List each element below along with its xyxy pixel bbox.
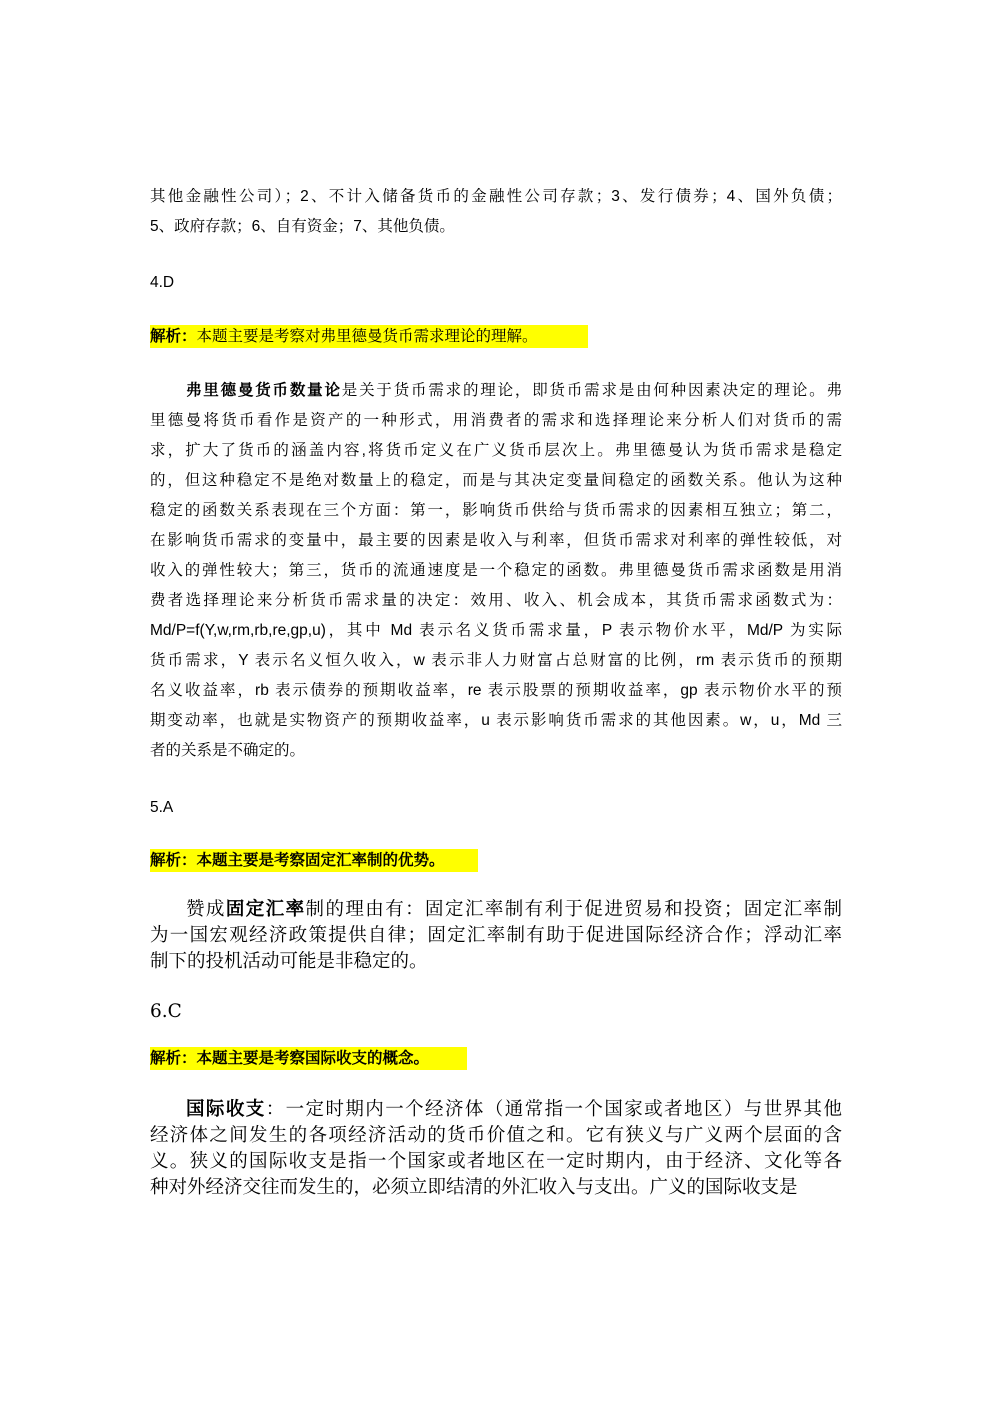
text-line: 期变动率，也就是实物资产的预期收益率，u 表示影响货币需求的其他因素。w，u，Md 三 xyxy=(150,712,842,729)
text-line: 制下的投机活动可能是非稳定的。 xyxy=(150,951,428,972)
answer-5: 5.A xyxy=(150,799,174,816)
text-line: 求，扩大了货币的涵盖内容,将货币定义在广义货币层次上。弗里德曼认为货币需求是稳定 xyxy=(150,442,842,459)
analysis-label: 解析： xyxy=(150,328,197,345)
text-line: 费者选择理论来分析货币需求量的决定：效用、收入、机会成本，其货币需求函数式为： xyxy=(150,592,842,609)
text-line: 其他金融性公司）；2、不计入储备货币的金融性公司存款；3、发行债券；4、国外负债； xyxy=(150,188,842,205)
text-line-rest: ：一定时期内一个经济体（通常指一个国家或者地区）与世界其他 xyxy=(265,1099,842,1120)
analysis-6: 解析：本题主要是考察国际收支的概念。 xyxy=(150,1047,467,1070)
analysis-text: 本题主要是考察对弗里德曼货币需求理论的理解。 xyxy=(196,328,538,345)
text-line-rest: 是关于货币需求的理论，即货币需求是由何种因素决定的理论。弗 xyxy=(341,382,842,399)
text-line: 名义收益率，rb 表示债券的预期收益率，re 表示股票的预期收益率，gp 表示物价水平的预 xyxy=(150,682,842,699)
analysis-5: 解析：本题主要是考察固定汇率制的优势。 xyxy=(150,849,478,872)
text-line: 里德曼将货币看作是资产的一种形式，用消费者的需求和选择理论来分析人们对货币的需 xyxy=(150,412,842,429)
answer-6: 6.C xyxy=(150,1001,182,1022)
text-line xyxy=(186,898,842,922)
text-line xyxy=(186,1098,842,1122)
text-line: 5、政府存款；6、自有资金；7、其他负债。 xyxy=(150,218,455,235)
text-line: 种对外经济交往而发生的，必须立即结清的外汇收入与支出。广义的国际收支是 xyxy=(150,1177,798,1198)
text-line xyxy=(186,381,842,401)
analysis-4 xyxy=(150,325,588,348)
text-line: 稳定的函数关系表现在三个方面：第一，影响货币供给与货币需求的因素相互独立；第二， xyxy=(150,502,842,519)
text-line: 在影响货币需求的变量中，最主要的因素是收入与利率，但货币需求对利率的弹性较低，对 xyxy=(150,532,842,549)
key-term: 国际收支 xyxy=(186,1099,266,1120)
text-line: Md/P=f(Y,w,rm,rb,re,gp,u)，其中 Md 表示名义货币需求量，P 表示物价水平，Md/P 为实际 xyxy=(150,622,842,639)
text-line-rest: 制的理由有：固定汇率制有利于促进贸易和投资；固定汇率制 xyxy=(305,899,842,920)
answer-4: 4.D xyxy=(150,274,175,291)
text-line: 者的关系是不确定的。 xyxy=(150,742,306,759)
key-term: 弗里德曼货币数量论 xyxy=(186,382,342,399)
text-line: 收入的弹性较大；第三，货币的流通速度是一个稳定的函数。弗里德曼货币需求函数是用消 xyxy=(150,562,842,579)
text-line: 为一国宏观经济政策提供自律；固定汇率制有助于促进国际经济合作；浮动汇率 xyxy=(150,925,842,946)
key-term: 固定汇率 xyxy=(225,899,306,920)
text-line: 货币需求，Y 表示名义恒久收入，w 表示非人力财富占总财富的比例，rm 表示货币的预期 xyxy=(150,652,842,669)
text-line: 经济体之间发生的各项经济活动的货币价值之和。它有狭义与广义两个层面的含 xyxy=(150,1125,842,1146)
text-line: 的，但这种稳定不是绝对数量上的稳定，而是与其决定变量间稳定的函数关系。他认为这种 xyxy=(150,472,842,489)
text-line: 义。狭义的国际收支是指一个国家或者地区在一定时期内，由于经济、文化等各 xyxy=(150,1151,842,1172)
text-prefix: 赞成 xyxy=(186,899,226,920)
